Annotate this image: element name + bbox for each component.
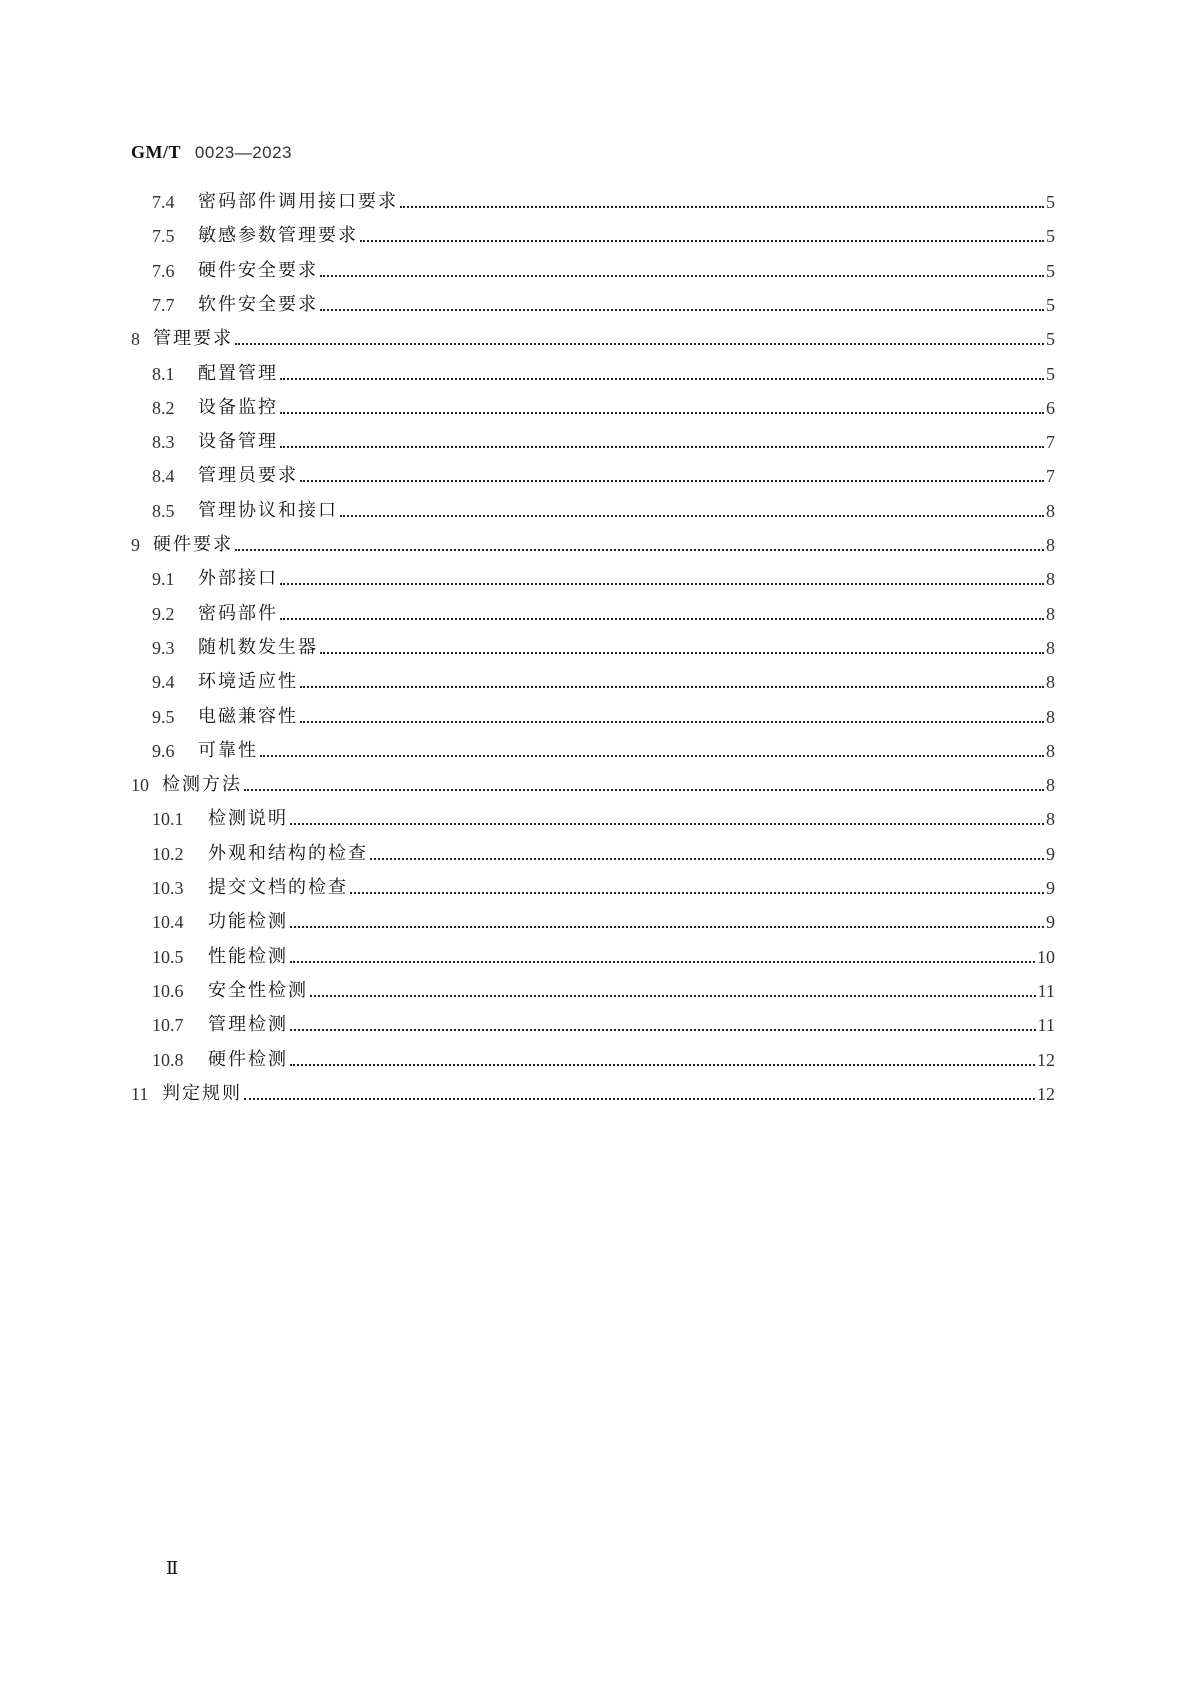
toc-entry[interactable] — [131, 499, 1055, 523]
toc-entry-number: 8.4 — [152, 466, 175, 487]
toc-leader-dots — [260, 754, 1044, 757]
toc-entry-number: 7.5 — [152, 226, 175, 247]
toc-entry[interactable] — [131, 533, 1055, 557]
toc-leader-dots — [300, 685, 1044, 688]
toc-entry-page: 9 — [1046, 878, 1055, 898]
toc-entry[interactable] — [131, 362, 1055, 386]
toc-entry[interactable] — [131, 739, 1055, 763]
toc-entry-page: 5 — [1046, 294, 1055, 315]
toc-entry-title: 外观和结构的检查 — [208, 842, 368, 864]
toc-leader-dots — [350, 891, 1044, 894]
toc-entry[interactable] — [131, 1013, 1055, 1037]
toc-entry[interactable] — [131, 1048, 1055, 1072]
toc-entry-title: 检测方法 — [162, 774, 242, 796]
toc-entry-number: 8.5 — [152, 500, 175, 521]
toc-entry-title: 性能检测 — [208, 945, 288, 967]
toc-entry-page: 8 — [1046, 809, 1055, 830]
toc-entry-number: 9.6 — [152, 740, 175, 761]
toc-leader-dots — [280, 582, 1044, 585]
toc-entry-page: 8 — [1046, 775, 1055, 796]
toc-entry-title: 功能检测 — [208, 911, 288, 933]
toc-entry-number: 10.4 — [152, 912, 184, 933]
toc-entry[interactable] — [131, 842, 1055, 866]
toc-entry-page: 6 — [1046, 397, 1055, 418]
document-header — [131, 142, 292, 163]
toc-entry-number: 9.5 — [152, 706, 175, 727]
toc-leader-dots — [290, 822, 1044, 825]
toc-leader-dots — [235, 342, 1044, 345]
toc-leader-dots — [370, 857, 1044, 860]
toc-entry-title: 检测说明 — [208, 808, 288, 830]
toc-entry-title: 可靠性 — [198, 739, 258, 761]
toc-entry-title: 硬件安全要求 — [198, 259, 318, 281]
toc-entry-title: 随机数发生器 — [198, 636, 318, 658]
toc-entry-number: 10.2 — [152, 843, 184, 864]
toc-entry-page: 7 — [1046, 466, 1055, 487]
standard-number: 0023—2023 — [194, 143, 293, 162]
toc-entry[interactable] — [131, 190, 1055, 214]
toc-entry-page: 8 — [1046, 603, 1055, 624]
toc-leader-dots — [310, 994, 1036, 997]
toc-entry[interactable] — [131, 327, 1055, 351]
toc-entry-page: 8 — [1046, 672, 1055, 693]
toc-entry-number: 7.6 — [152, 260, 175, 281]
toc-entry-number: 10.1 — [152, 809, 184, 830]
toc-leader-dots — [320, 274, 1044, 277]
toc-entry-number: 9.4 — [152, 672, 175, 693]
toc-entry[interactable] — [131, 636, 1055, 660]
toc-entry-number: 9.1 — [152, 569, 175, 590]
toc-entry-title: 密码部件调用接口要求 — [198, 191, 398, 212]
toc-entry[interactable] — [131, 979, 1055, 1003]
toc-entry-page: 10 — [1037, 946, 1055, 967]
toc-entry[interactable] — [131, 567, 1055, 591]
toc-entry-title: 管理员要求 — [198, 465, 298, 487]
toc-entry[interactable] — [131, 224, 1055, 248]
toc-leader-dots — [244, 1097, 1035, 1100]
toc-entry-number: 10.3 — [152, 878, 184, 898]
toc-leader-dots — [280, 411, 1044, 414]
toc-entry-number: 11 — [131, 1083, 149, 1104]
toc-entry-title: 配置管理 — [198, 362, 278, 384]
toc-entry-page: 5 — [1046, 226, 1055, 247]
toc-leader-dots — [300, 720, 1044, 723]
toc-entry-number: 9.2 — [152, 603, 175, 624]
toc-entry-page: 11 — [1037, 980, 1055, 1001]
toc-entry-title: 管理协议和接口 — [198, 499, 338, 521]
toc-entry-title: 硬件要求 — [153, 534, 233, 555]
toc-entry-number: 7.4 — [152, 192, 175, 212]
toc-entry-page: 12 — [1037, 1083, 1055, 1104]
toc-entry-number: 7.7 — [152, 294, 175, 315]
toc-entry[interactable] — [131, 430, 1055, 454]
toc-leader-dots — [280, 617, 1044, 620]
toc-entry-number: 10.8 — [152, 1049, 184, 1070]
toc-leader-dots — [360, 239, 1044, 242]
toc-entry-title: 环境适应性 — [198, 671, 298, 693]
toc-entry-title: 敏感参数管理要求 — [198, 225, 358, 247]
toc-entry-page: 8 — [1046, 569, 1055, 590]
toc-entry-page: 5 — [1046, 260, 1055, 281]
toc-entry[interactable] — [131, 293, 1055, 317]
toc-leader-dots — [290, 1063, 1035, 1066]
toc-entry[interactable] — [131, 396, 1055, 420]
toc-leader-dots — [290, 960, 1035, 963]
standard-code: GM/T — [131, 142, 181, 162]
toc-entry-page: 8 — [1046, 706, 1055, 727]
toc-entry[interactable] — [131, 1082, 1055, 1106]
toc-entry-number: 8.2 — [152, 397, 175, 418]
toc-leader-dots — [280, 377, 1044, 380]
toc-leader-dots — [400, 205, 1044, 208]
toc-entry-title: 设备管理 — [198, 431, 278, 453]
toc-entry-title: 外部接口 — [198, 568, 278, 590]
toc-entry-page: 8 — [1046, 535, 1055, 555]
toc-leader-dots — [280, 445, 1044, 448]
toc-entry-title: 设备监控 — [198, 396, 278, 418]
toc-leader-dots — [320, 308, 1044, 311]
toc-entry-page: 8 — [1046, 740, 1055, 761]
toc-entry-number: 10 — [131, 775, 149, 796]
toc-entry-page: 5 — [1046, 192, 1055, 212]
toc-entry[interactable] — [131, 807, 1055, 831]
toc-entry-title: 硬件检测 — [208, 1048, 288, 1070]
toc-leader-dots — [290, 925, 1044, 928]
toc-leader-dots — [300, 479, 1044, 482]
toc-leader-dots — [235, 548, 1044, 551]
toc-leader-dots — [320, 651, 1044, 654]
toc-entry-title: 管理检测 — [208, 1014, 288, 1036]
toc-entry-title: 软件安全要求 — [198, 293, 318, 315]
toc-entry-number: 10.6 — [152, 980, 184, 1001]
toc-entry-page: 5 — [1046, 363, 1055, 384]
toc-entry[interactable] — [131, 945, 1055, 969]
toc-entry-number: 9.3 — [152, 637, 175, 658]
toc-entry-page: 12 — [1037, 1049, 1055, 1070]
toc-entry-title: 管理要求 — [153, 328, 233, 350]
toc-entry[interactable] — [131, 464, 1055, 488]
toc-entry-title: 安全性检测 — [208, 979, 308, 1001]
toc-entry-page: 5 — [1046, 329, 1055, 350]
toc-entry[interactable] — [131, 705, 1055, 729]
toc-entry-number: 9 — [131, 535, 140, 555]
toc-leader-dots — [290, 1028, 1036, 1031]
toc-entry-title: 判定规则 — [162, 1082, 242, 1104]
toc-entry[interactable] — [131, 876, 1055, 900]
toc-entry-title: 提交文档的检查 — [208, 877, 348, 898]
toc-entry-number: 8.1 — [152, 363, 175, 384]
toc-leader-dots — [340, 514, 1044, 517]
toc-entry[interactable] — [131, 910, 1055, 934]
toc-entry[interactable] — [131, 602, 1055, 626]
toc-entry-page: 7 — [1046, 432, 1055, 453]
toc-entry-title: 电磁兼容性 — [198, 705, 298, 727]
toc-entry-page: 11 — [1037, 1015, 1055, 1036]
toc-entry-page: 9 — [1046, 912, 1055, 933]
toc-entry-number: 8 — [131, 329, 140, 350]
toc-entry-number: 8.3 — [152, 432, 175, 453]
toc-entry[interactable] — [131, 670, 1055, 694]
toc-entry-number: 10.5 — [152, 946, 184, 967]
page-number: Ⅱ — [166, 1558, 179, 1578]
toc-entry-page: 8 — [1046, 500, 1055, 521]
toc-entry-title: 密码部件 — [198, 602, 278, 624]
toc-leader-dots — [244, 788, 1044, 791]
toc-entry[interactable] — [131, 259, 1055, 283]
toc-entry-number: 10.7 — [152, 1015, 184, 1036]
toc-entry-page: 8 — [1046, 637, 1055, 658]
toc-entry-page: 9 — [1046, 843, 1055, 864]
toc-entry[interactable] — [131, 773, 1055, 797]
